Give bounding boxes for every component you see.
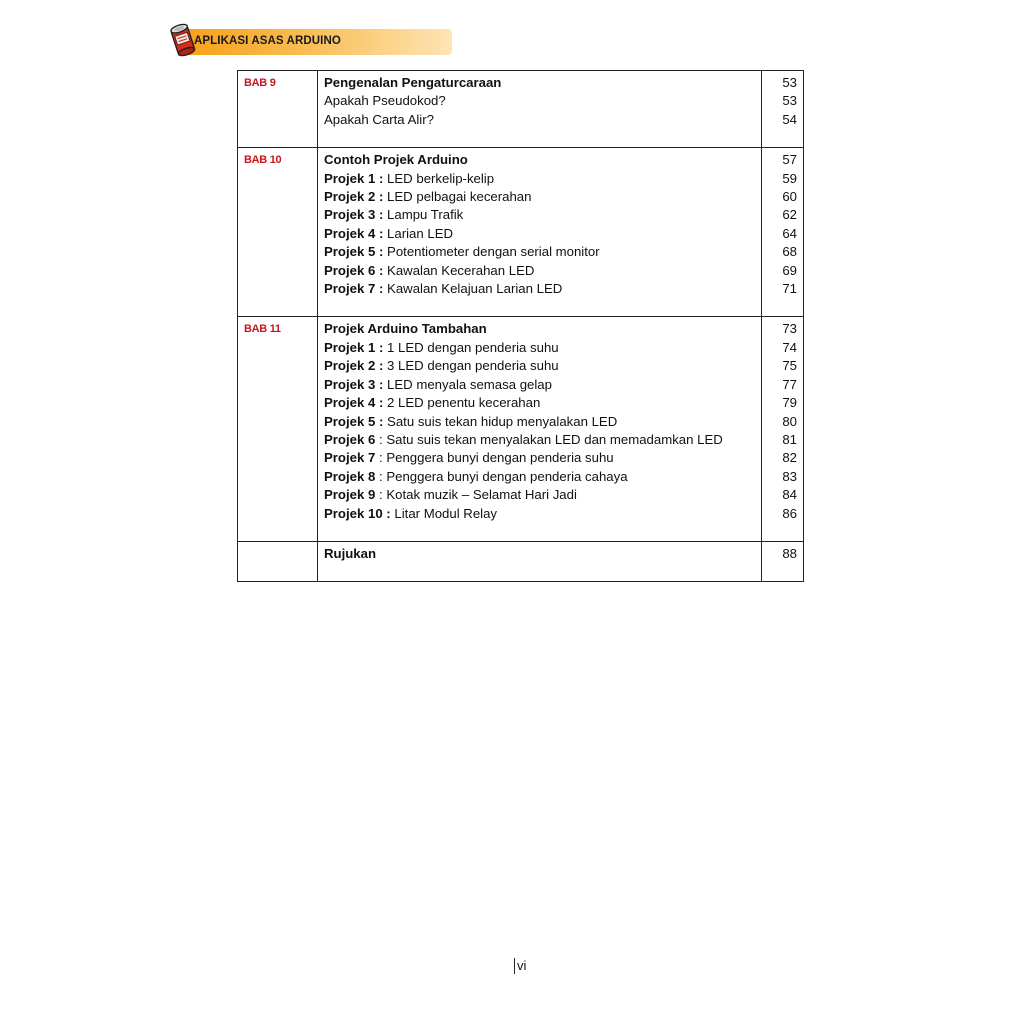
entry-page: 86: [782, 505, 797, 521]
section-title: Projek Arduino Tambahan: [324, 321, 487, 337]
entry-page: 69: [782, 262, 797, 278]
entry-page: 77: [782, 376, 797, 392]
section-title: Contoh Projek Arduino: [324, 152, 468, 168]
entry-label: Projek 3 :: [324, 376, 384, 392]
section-entries: [318, 71, 762, 148]
toc-entry: [324, 486, 755, 504]
entry-text: Litar Modul Relay: [394, 505, 498, 521]
entry-label: Projek 7: [324, 450, 376, 466]
toc-entry: [324, 243, 755, 261]
toc-entry: [324, 505, 755, 523]
toc-entry: [324, 413, 755, 431]
toc-section-row: [238, 148, 804, 317]
page-number: vi: [514, 958, 526, 974]
section-title: Rujukan: [324, 545, 377, 561]
page-header: [168, 20, 458, 58]
entry-label: Projek 2 :: [324, 189, 384, 205]
header-title: APLIKASI ASAS ARDUINO: [194, 35, 341, 47]
toc-section-row: [238, 317, 804, 541]
toc-entry: [324, 111, 755, 129]
entry-label: Projek 6 :: [324, 262, 384, 278]
entry-page: 53: [782, 93, 797, 109]
entry-page: 74: [782, 339, 797, 355]
entry-label: Projek 4 :: [324, 225, 384, 241]
page-numbers: [762, 317, 804, 541]
entry-page: 83: [782, 468, 797, 484]
entry-label: Projek 1 :: [324, 170, 384, 186]
entry-text: Lampu Trafik: [387, 207, 464, 223]
entry-text: : Penggera bunyi dengan penderia cahaya: [379, 468, 628, 484]
entry-label: Projek 1 :: [324, 339, 384, 355]
entry-page: 81: [782, 431, 797, 447]
entry-page: 82: [782, 450, 797, 466]
toc-entry: [324, 170, 755, 188]
toc-entry: [324, 206, 755, 224]
entry-page: 60: [782, 189, 797, 205]
entry-page: 80: [782, 413, 797, 429]
entry-label: Projek 7 :: [324, 281, 384, 297]
entry-label: Projek 10 :: [324, 505, 391, 521]
page-numbers: [762, 71, 804, 148]
entry-text: Kawalan Kecerahan LED: [387, 262, 535, 278]
toc-section-row: [238, 71, 804, 148]
entry-text: Potentiometer dengan serial monitor: [387, 244, 600, 260]
toc-entry: [324, 431, 755, 449]
section-entries: [318, 317, 762, 541]
page-numbers: [762, 541, 804, 581]
page-numbers: [762, 148, 804, 317]
entry-label: Projek 3 :: [324, 207, 384, 223]
chapter-label: BAB 9: [238, 71, 318, 148]
entry-text: LED pelbagai kecerahan: [387, 189, 532, 205]
entry-text: 2 LED penentu kecerahan: [387, 395, 541, 411]
entry-page: 68: [782, 244, 797, 260]
toc-entry: [324, 280, 755, 298]
entry-page: 59: [782, 170, 797, 186]
toc-entry: [324, 92, 755, 110]
entry-label: Projek 5 :: [324, 244, 384, 260]
toc-entry: [324, 262, 755, 280]
toc-entry: [324, 449, 755, 467]
table-of-contents: [237, 70, 804, 582]
entry-text: Apakah Carta Alir?: [324, 111, 434, 127]
toc-entry: [324, 376, 755, 394]
entry-page: 64: [782, 225, 797, 241]
section-page: 88: [782, 545, 797, 561]
entry-page: 71: [782, 281, 797, 297]
section-page: 57: [782, 152, 797, 168]
entry-label: Projek 4 :: [324, 395, 384, 411]
entry-page: 62: [782, 207, 797, 223]
section-entries: [318, 541, 762, 581]
toc-entry: [324, 225, 755, 243]
entry-text: Satu suis tekan hidup menyalakan LED: [387, 413, 618, 429]
entry-text: LED menyala semasa gelap: [387, 376, 552, 392]
chapter-label: BAB 11: [238, 317, 318, 541]
entry-label: Projek 8: [324, 468, 376, 484]
toc-section-row: [238, 541, 804, 581]
entry-text: Larian LED: [387, 225, 454, 241]
toc-entry: [324, 339, 755, 357]
entry-text: Apakah Pseudokod?: [324, 93, 446, 109]
entry-text: : Penggera bunyi dengan penderia suhu: [379, 450, 614, 466]
section-page: 73: [782, 321, 797, 337]
entry-text: LED berkelip-kelip: [387, 170, 495, 186]
chapter-label: BAB 10: [238, 148, 318, 317]
section-page: 53: [782, 75, 797, 90]
entry-text: : Satu suis tekan menyalakan LED dan memadamkan LED: [379, 431, 723, 447]
entry-text: 1 LED dengan penderia suhu: [387, 339, 559, 355]
chapter-label: [238, 541, 318, 581]
toc-entry: [324, 468, 755, 486]
section-entries: [318, 148, 762, 317]
entry-text: : Kotak muzik – Selamat Hari Jadi: [379, 487, 577, 503]
entry-label: Projek 6: [324, 431, 376, 447]
entry-page: 54: [782, 111, 797, 127]
toc-entry: [324, 188, 755, 206]
entry-label: Projek 2 :: [324, 358, 384, 374]
entry-page: 79: [782, 395, 797, 411]
entry-page: 84: [782, 487, 797, 503]
toc-entry: [324, 394, 755, 412]
entry-page: 75: [782, 358, 797, 374]
entry-label: Projek 9: [324, 487, 376, 503]
toc-entry: [324, 357, 755, 375]
entry-text: Kawalan Kelajuan Larian LED: [387, 281, 563, 297]
section-title: Pengenalan Pengaturcaraan: [324, 75, 502, 90]
entry-text: 3 LED dengan penderia suhu: [387, 358, 559, 374]
entry-label: Projek 5 :: [324, 413, 384, 429]
